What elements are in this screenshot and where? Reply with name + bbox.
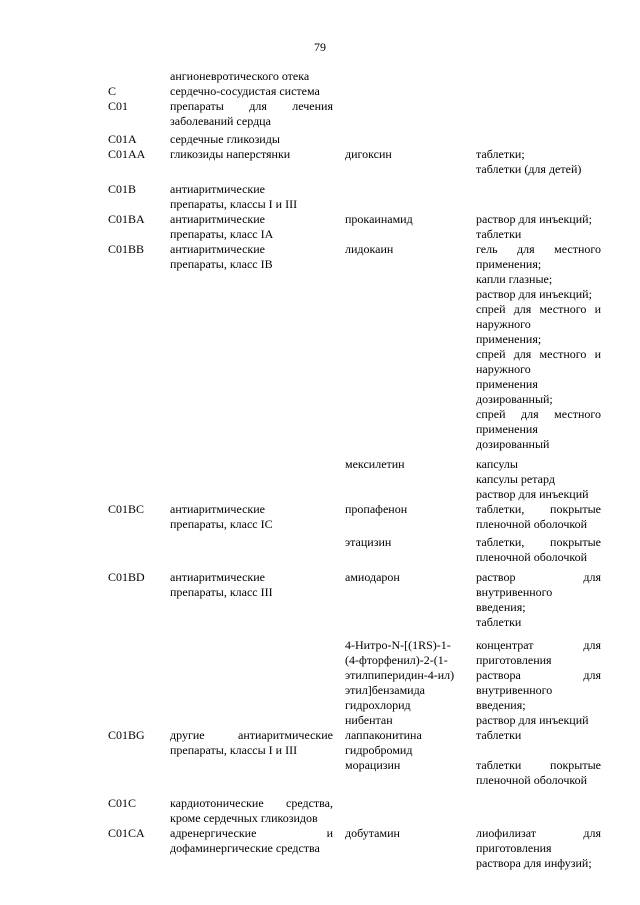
atc-code: C01C	[108, 796, 137, 810]
atc-code: C01CA	[108, 826, 145, 840]
dosage-form: гель для местного применения; капли глазные; раствор для инъекций; спрей для местного и наружного применения; спрей для местного и наружного применения дозированный; спрей для местного применения дозированный	[476, 242, 601, 451]
drug-name: этацизин	[345, 535, 392, 549]
group-name: препараты для лечения заболеваний сердца	[170, 99, 333, 128]
table-row	[108, 84, 601, 99]
drug-name: нибентан	[345, 713, 393, 727]
dosage-form: раствор для инъекций	[476, 713, 589, 727]
drug-name: добутамин	[345, 826, 400, 840]
drug-name: морацизин	[345, 758, 401, 772]
atc-code: C01	[108, 99, 129, 113]
group-name: адренергические и дофаминергические средства	[170, 826, 333, 855]
table-row	[108, 242, 601, 452]
drug-name: дигоксин	[345, 147, 392, 161]
table-row	[108, 728, 601, 758]
group-name: антиаритмические препараты, класс IC	[170, 502, 273, 531]
atc-code: C	[108, 84, 117, 98]
group-name: сердечно-сосудистая система	[170, 84, 320, 98]
drug-name: 4-Нитро-N-[(1RS)-1- (4-фторфенил)-2-(1- этилпиперидин-4-ил) этил]бензамида гидрохлорид	[345, 638, 455, 712]
dosage-form: концентрат для приготовления раствора для внутривенного введения;	[476, 638, 601, 712]
drug-name: лаппаконитина гидробромид	[345, 728, 422, 757]
dosage-form: таблетки; таблетки (для детей)	[476, 147, 582, 176]
dosage-form: таблетки, покрытые пленочной оболочкой	[476, 535, 601, 564]
table-row	[108, 570, 601, 630]
drug-name: лидокаин	[345, 242, 394, 256]
table-row	[108, 638, 601, 713]
table-row	[108, 457, 601, 502]
atc-code: C01BB	[108, 242, 145, 256]
table-row	[108, 826, 601, 871]
group-name: другие антиаритмические препараты, классы I и III	[170, 728, 333, 757]
table-row	[108, 182, 601, 212]
dosage-form: раствор для внутривенного введения; таблетки	[476, 570, 601, 629]
medication-table	[108, 69, 601, 871]
group-name: антиаритмические препараты, класс IA	[170, 212, 274, 241]
table-row	[108, 502, 601, 532]
table-row	[108, 758, 601, 788]
table-row	[108, 69, 601, 84]
group-name: сердечные гликозиды	[170, 132, 280, 146]
group-name: антиаритмические препараты, класс IB	[170, 242, 273, 271]
drug-name: пропафенон	[345, 502, 408, 516]
atc-code: C01BC	[108, 502, 145, 516]
atc-code: C01BD	[108, 570, 145, 584]
atc-code: C01BG	[108, 728, 145, 742]
table-row	[108, 796, 601, 826]
atc-code: C01AA	[108, 147, 146, 161]
dosage-form: капсулы капсулы ретард раствор для инъекций	[476, 457, 589, 501]
dosage-form: таблетки, покрытые пленочной оболочкой	[476, 502, 601, 531]
table-row	[108, 713, 601, 728]
group-name: кардиотонические средства, кроме сердечных гликозидов	[170, 796, 333, 825]
dosage-form: таблетки покрытые пленочной оболочкой	[476, 758, 601, 787]
page-number: 79	[314, 40, 326, 54]
atc-code: C01B	[108, 182, 137, 196]
dosage-form: таблетки	[476, 728, 522, 742]
drug-name: прокаинамид	[345, 212, 413, 226]
group-name: ангионевротического отека	[170, 69, 310, 83]
atc-code: C01A	[108, 132, 137, 146]
group-name: гликозиды наперстянки	[170, 147, 291, 161]
atc-code: C01BA	[108, 212, 145, 226]
drug-name: мексилетин	[345, 457, 405, 471]
group-name: антиаритмические препараты, классы I и III	[170, 182, 298, 211]
table-row	[108, 212, 601, 242]
drug-name: амиодарон	[345, 570, 400, 584]
group-name: антиаритмические препараты, класс III	[170, 570, 273, 599]
table-row	[108, 535, 601, 565]
dosage-form: лиофилизат для приготовления раствора для инфузий;	[476, 826, 601, 870]
dosage-form: раствор для инъекций; таблетки	[476, 212, 592, 241]
table-row	[108, 99, 601, 129]
table-row	[108, 147, 601, 177]
table-row	[108, 132, 601, 147]
